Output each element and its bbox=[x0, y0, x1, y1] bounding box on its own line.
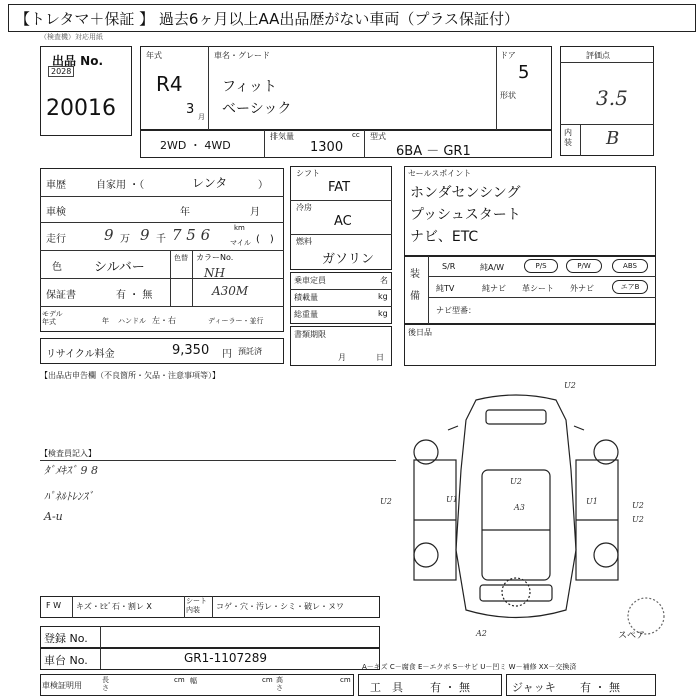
equip-navi: 純ナビ bbox=[482, 284, 506, 293]
model-year-unit: 年 bbox=[102, 317, 109, 325]
recycle-label: リサイクル料金 bbox=[46, 349, 115, 360]
color-label: 色 bbox=[52, 262, 62, 273]
displacement-label: 排気量 bbox=[270, 132, 294, 141]
banner-text: 【トレタマ＋保証 】 過去6ヶ月以上AA出品歴がない車両（プラス保証付） bbox=[15, 10, 519, 28]
fuel-label: 燃料 bbox=[296, 237, 312, 246]
inspector-note-2: ﾊﾟﾈﾙﾄﾚﾝｽﾞ bbox=[44, 490, 94, 503]
after-items-box bbox=[404, 324, 656, 366]
inspection-label: 車検 bbox=[46, 207, 66, 218]
doc-deadline-month: 月 bbox=[338, 353, 346, 362]
inspection-month: 月 bbox=[250, 207, 260, 218]
cert-height-unit: cm bbox=[340, 676, 351, 684]
dealer-label: ディーラー・並行 bbox=[208, 317, 264, 325]
model-year-label: モデル年式 bbox=[42, 310, 63, 326]
chassis-label: 車台 No. bbox=[44, 654, 88, 667]
mark-u1-right: U1 bbox=[586, 497, 598, 506]
cert-row bbox=[40, 674, 354, 696]
listing-number: 20016 bbox=[46, 96, 116, 121]
color-change-label: 色替 bbox=[174, 254, 188, 262]
jack-label: ジャッキ bbox=[512, 681, 556, 694]
recycle-value: 9,350 bbox=[172, 343, 210, 358]
tools-options: 有 ・ 無 bbox=[430, 681, 470, 694]
shift-label: シフト bbox=[296, 169, 320, 178]
banner bbox=[8, 4, 696, 32]
inspector-note-3: A-u bbox=[44, 510, 63, 523]
equip-ext-navi: 外ナビ bbox=[570, 284, 594, 293]
equip-leather: 革シート bbox=[522, 284, 554, 293]
mileage-man: 万 bbox=[120, 234, 130, 245]
seat-label: シート内装 bbox=[186, 597, 207, 614]
doors-label: ドア bbox=[500, 51, 516, 60]
mark-u2-roof: U2 bbox=[510, 477, 522, 486]
ac-label: 冷房 bbox=[296, 203, 312, 212]
model-label: 車名・グレード bbox=[214, 51, 270, 60]
mark-a3: A3 bbox=[514, 503, 525, 512]
sales-point-3: ナビ、ETC bbox=[410, 229, 479, 245]
mileage-hand-a: 9 bbox=[104, 226, 114, 244]
equip-alloy: 純A/W bbox=[480, 263, 505, 272]
equip-pw: P/W bbox=[566, 259, 602, 273]
inspector-header: 【検査員記入】 bbox=[40, 449, 96, 458]
interior-label: 内装 bbox=[564, 128, 572, 147]
equip-abs: ABS bbox=[612, 259, 648, 273]
listing-code: 2028 bbox=[48, 66, 74, 77]
load-label: 積載量 bbox=[294, 293, 318, 302]
year-month: 3 bbox=[186, 102, 195, 117]
mileage-hand-c: 7 5 6 bbox=[172, 226, 211, 244]
capacity-unit: 名 bbox=[380, 276, 388, 285]
displacement-value: 1300 bbox=[310, 140, 344, 155]
mark-u2-top: U2 bbox=[564, 381, 576, 390]
sales-point-2: プッシュスタート bbox=[410, 207, 521, 223]
color-code-hand: NH bbox=[204, 266, 225, 280]
weight-unit: kg bbox=[378, 309, 388, 318]
color-value: シルバー bbox=[94, 260, 145, 275]
spare-label: スペア bbox=[618, 631, 646, 641]
model-grade: ベーシック bbox=[222, 101, 292, 117]
model-name: フィット bbox=[222, 79, 277, 95]
mark-u2-right-top: U2 bbox=[632, 501, 644, 510]
equipment-label: 装備 bbox=[410, 269, 420, 302]
mark-a2: A2 bbox=[476, 629, 487, 638]
sales-point-1: ホンダセンシング bbox=[410, 185, 521, 201]
navi-model-label: ナビ型番： bbox=[436, 306, 476, 315]
recycle-unit: 円 bbox=[222, 349, 232, 360]
score-label: 評価点 bbox=[586, 51, 610, 60]
ac-value: AC bbox=[334, 214, 352, 229]
mileage-hand-b: 9 bbox=[140, 226, 150, 244]
handle-label: ハンドル bbox=[118, 317, 146, 325]
load-unit: kg bbox=[378, 292, 388, 301]
year-label: 年式 bbox=[146, 51, 162, 60]
equip-airbag: エアB bbox=[612, 280, 648, 294]
fuel-value: ガソリン bbox=[322, 252, 375, 267]
inspector-note-1: ﾀﾞﾒｷｽﾞ 9 8 bbox=[44, 464, 98, 477]
year-era: R4 bbox=[156, 72, 183, 96]
color-code-hand2: A30M bbox=[212, 284, 249, 298]
cert-long: 長さ bbox=[102, 676, 109, 692]
sales-points-label: セールスポイント bbox=[408, 169, 472, 178]
type-value: 6BA － GR1 bbox=[396, 144, 471, 159]
tools-label: 工 具 bbox=[370, 681, 403, 694]
shift-value: FAT bbox=[328, 180, 351, 195]
warranty-label: 保証書 bbox=[46, 290, 76, 301]
handle-options: 左・右 bbox=[152, 316, 176, 325]
doc-deadline-label: 書類期限 bbox=[294, 330, 326, 339]
doc-deadline-day: 日 bbox=[376, 353, 384, 362]
capacity-label: 乗車定員 bbox=[294, 276, 326, 285]
listing-label: 出品 No. bbox=[52, 54, 104, 68]
recycle-note: 預託済 bbox=[238, 347, 262, 356]
mileage-paren: ( ) bbox=[256, 234, 274, 245]
weight-label: 総重量 bbox=[294, 310, 318, 319]
color-code-label: カラーNo. bbox=[196, 253, 234, 262]
damage-legend: A－キズ C－腐食 E－エクボ S－サビ U－凹ミ W－補修 XX－交換済 bbox=[362, 663, 577, 671]
mark-u2-right: U2 bbox=[632, 515, 644, 524]
doors-value: 5 bbox=[518, 62, 530, 83]
mark-u1-left: U1 bbox=[446, 495, 458, 504]
equip-ps: P/S bbox=[524, 259, 558, 273]
equip-sr: S/R bbox=[442, 262, 456, 271]
chassis-value: GR1-1107289 bbox=[184, 651, 268, 665]
inspection-year: 年 bbox=[180, 207, 190, 218]
notes-header: 【出品店申告欄（不良箇所・欠品・注意事項等）】 bbox=[40, 371, 220, 380]
mileage-km: km bbox=[234, 224, 245, 232]
interior-value: B bbox=[606, 128, 620, 149]
history-close: ） bbox=[258, 180, 268, 191]
cert-long-unit: cm bbox=[174, 676, 185, 684]
type-label: 型式 bbox=[370, 132, 386, 141]
fw-items: キズ・ﾋﾋﾞ石・割レ X bbox=[76, 602, 152, 611]
cert-height: 高さ bbox=[276, 676, 283, 692]
equip-tv: 純TV bbox=[436, 284, 455, 293]
history-label: 車歴 bbox=[46, 180, 66, 191]
drive-options: 2WD ・ 4WD bbox=[160, 139, 231, 152]
body-type-label: 形状 bbox=[500, 91, 516, 100]
cert-width: 幅 bbox=[190, 677, 197, 685]
seat-items: コゲ・穴・汚レ・シミ・破レ・ヌワ bbox=[216, 602, 344, 611]
registration-label: 登録 No. bbox=[44, 632, 88, 645]
score-value: 3.5 bbox=[596, 86, 628, 110]
displacement-unit: cc bbox=[352, 131, 360, 139]
mileage-mile: マイル bbox=[230, 239, 251, 247]
warranty-options: 有 ・ 無 bbox=[116, 290, 153, 301]
cert-label: 車検証明用 bbox=[42, 681, 82, 690]
history-options: 自家用 ・（ bbox=[96, 180, 145, 191]
car-damage-diagram bbox=[380, 380, 666, 641]
history-value: レンタ bbox=[192, 176, 228, 190]
registration-box bbox=[40, 626, 380, 648]
mileage-sen: 千 bbox=[156, 234, 166, 245]
fw-label: F W bbox=[46, 601, 62, 610]
sub-note: （検査機）対応用紙 bbox=[40, 33, 103, 41]
mark-u2-left: U2 bbox=[380, 497, 392, 506]
year-month-unit: 月 bbox=[198, 113, 205, 121]
mileage-label: 走行 bbox=[46, 234, 66, 245]
after-items-label: 後日品 bbox=[408, 328, 432, 337]
jack-options: 有 ・ 無 bbox=[580, 681, 620, 694]
cert-width-unit: cm bbox=[262, 676, 273, 684]
